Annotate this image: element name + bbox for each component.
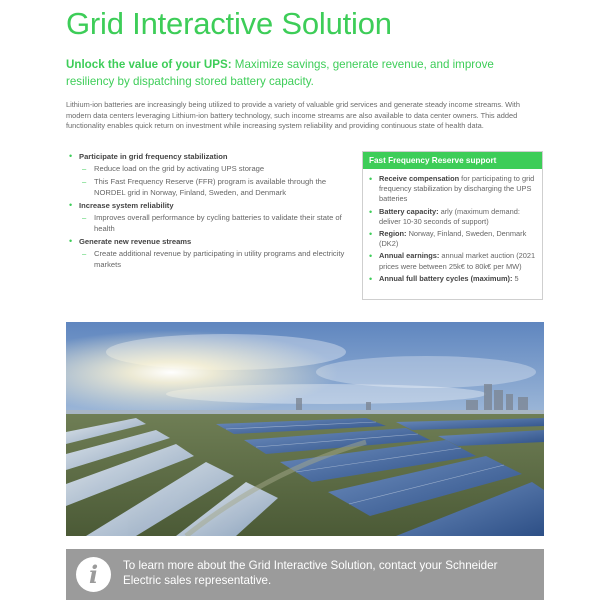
solar-farm-illustration — [66, 322, 544, 536]
panel-heading: Fast Frequency Reserve support — [363, 152, 542, 169]
benefit-label: Participate in grid frequency stabilization — [79, 152, 228, 161]
page-title: Grid Interactive Solution — [66, 6, 392, 41]
benefits-list — [66, 151, 351, 272]
benefit-item — [66, 151, 351, 198]
contact-banner — [66, 549, 544, 600]
panel-item-term: Receive compensation — [379, 174, 460, 183]
benefit-sublist — [79, 163, 351, 198]
benefit-subitem: – This Fast Frequency Reserve (FFR) program is available through the NORDEL grid in Norway, Finland, Sweden, and Denmark — [79, 176, 351, 198]
panel-item — [363, 251, 536, 271]
benefit-item — [66, 236, 351, 270]
subtitle — [66, 56, 536, 90]
benefit-subitem: – Improves overall performance by cycling batteries to validate their state of health — [79, 212, 351, 234]
benefit-label: Increase system reliability — [79, 201, 174, 210]
panel-item-term: Battery capacity: — [379, 206, 439, 216]
subtitle-lead: Unlock the value of your UPS: — [66, 58, 232, 71]
benefit-item — [66, 200, 351, 234]
contact-text: To learn more about the Grid Interactive Solution, contact your Schneider Electric sales representative. — [123, 559, 498, 587]
panel-item-term: Annual full battery cycles (maximum): — [379, 273, 513, 283]
subtitle-rest: Maximize savings, generate revenue, and improve resiliency by dispatching stored battery capacity. — [66, 58, 494, 88]
panel-item-term: Annual earnings: — [379, 251, 440, 261]
benefit-label: Generate new revenue streams — [79, 237, 192, 246]
benefit-sublist — [79, 248, 351, 270]
benefit-subitem: – Reduce load on the grid by activating UPS storage — [79, 163, 351, 174]
info-icon — [76, 557, 111, 592]
panel-list — [363, 174, 542, 284]
intro-paragraph: Lithium-ion batteries are increasingly being utilized to provide a variety of valuable grid services and generate steady income streams. With modern data centers leveraging Lithium-ion battery technology, such income streams are also available to data center owners. This added functionality enables quick return on investment while increasing system reliability and providing continuous state of health data. — [66, 100, 520, 131]
info-glyph: i — [88, 560, 99, 589]
panel-item — [363, 207, 536, 227]
benefit-subitem: – Create additional revenue by participating in utility programs and electricity markets — [79, 248, 351, 270]
panel-item-text: Norway, Finland, Sweden, Denmark (DK2) — [379, 229, 527, 249]
panel-item-text: 5 — [512, 273, 519, 283]
benefit-sublist — [79, 212, 351, 234]
panel-item-term: Region: — [379, 229, 407, 239]
panel-item-text: annual market auction (2021 prices were between 25k€ to 80k€ per MW) — [379, 251, 536, 271]
ffr-support-panel — [362, 151, 543, 300]
panel-item — [363, 174, 536, 205]
panel-item — [363, 229, 536, 249]
panel-item-text: for participating to grid frequency stabilization by discharging the UPS batteries — [379, 174, 535, 204]
solar-farm-photo — [66, 322, 544, 536]
panel-item-text: arly (maximum demand: deliver 10-30 seconds of support) — [379, 206, 520, 226]
panel-item — [363, 274, 536, 284]
